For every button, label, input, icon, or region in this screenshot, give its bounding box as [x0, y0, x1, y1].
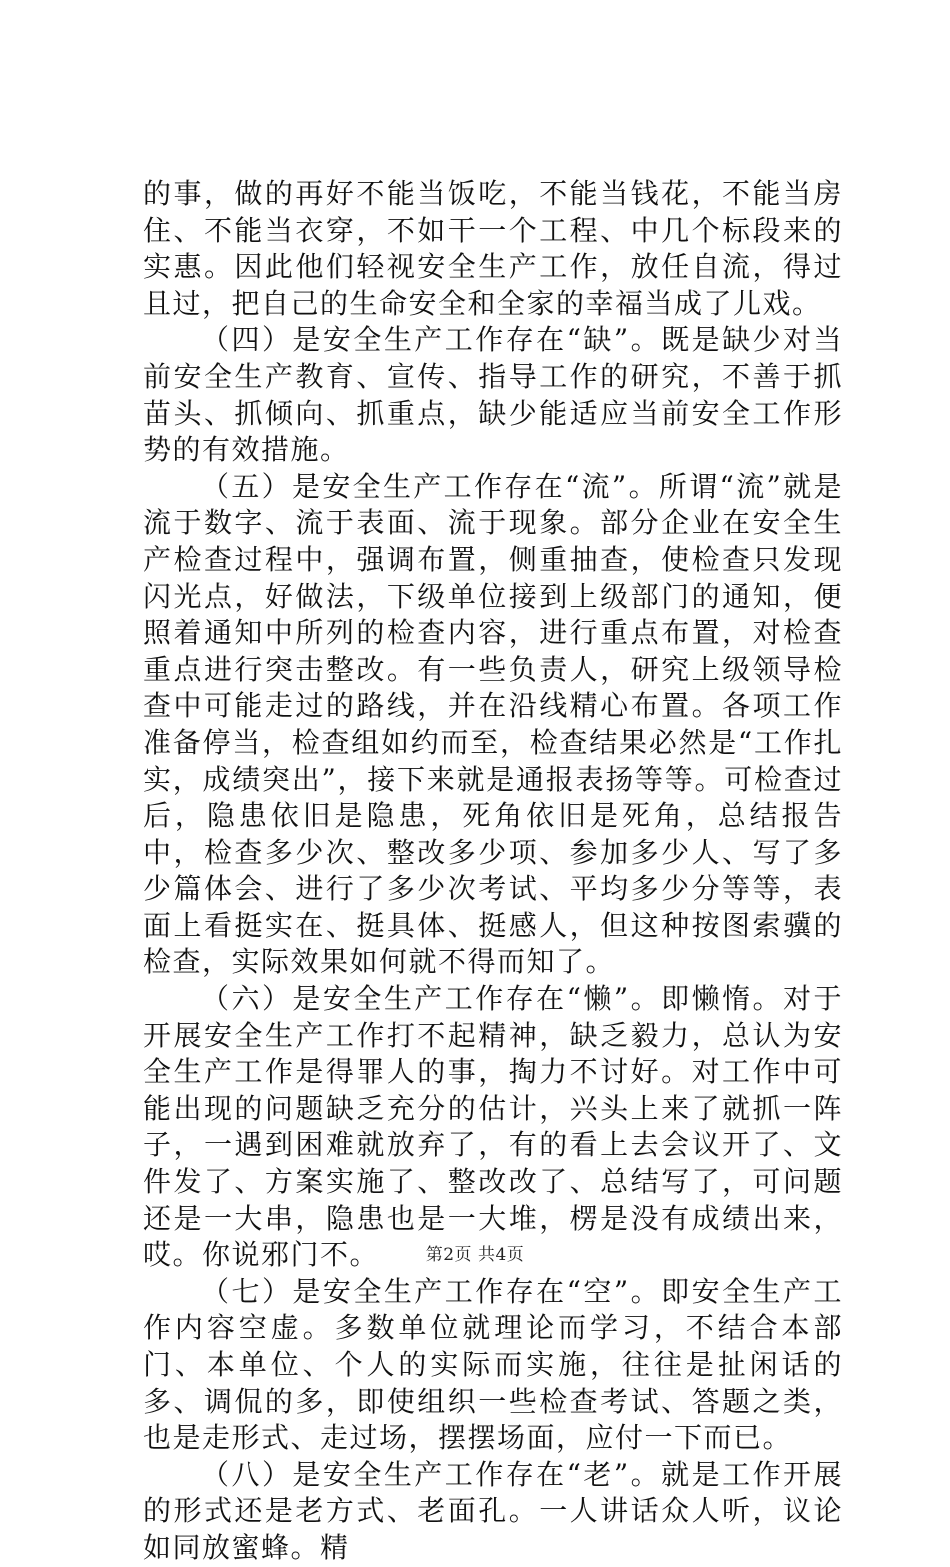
- paragraph-point-6: （六）是安全生产工作存在“懒”。即懒惰。对于开展安全生产工作打不起精神，缺乏毅力，总认为安全生产工作是得罪人的事，掏力不讨好。对工作中可能出现的问题缺乏充分的估计，兴头上来了就抓一阵子，一遇到困难就放弃了，有的看上去会议开了、文件发了、方案实施了、整改改了、总结写了，可问题还是一大串，隐患也是一大堆，楞是没有成绩出来，哎。你说邪门不。: [143, 982, 843, 1272]
- paragraph-point-8: （八）是安全生产工作存在“老”。就是工作开展的形式还是老方式、老面孔。一人讲话众人听，议论如同放蜜蜂。精: [143, 1457, 843, 1564]
- page-footer: [0, 1244, 950, 1266]
- page-number-label: 第2页 共4页: [425, 1245, 525, 1265]
- document-body: [143, 176, 843, 1567]
- paragraph-point-4: （四）是安全生产工作存在“缺”。既是缺少对当前安全生产教育、宣传、指导工作的研究，不善于抓苗头、抓倾向、抓重点，缺少能适应当前安全工作形势的有效措施。: [143, 323, 843, 467]
- paragraph-point-5: （五）是安全生产工作存在“流”。所谓“流”就是流于数字、流于表面、流于现象。部分企业在安全生产检查过程中，强调布置，侧重抽查，使检查只发现闪光点，好做法，下级单位接到上级部门的通知，便照着通知中所列的检查内容，进行重点布置，对检查重点进行突击整改。有一些负责人，研究上级领导检查中可能走过的路线，并在沿线精心布置。各项工作准备停当，检查组如约而至，检查结果必然是“工作扎实，成绩突出”，接下来就是通报表扬等等。可检查过后，隐患依旧是隐患，死角依旧是死角，总结报告中，检查多少次、整改多少项、参加多少人、写了多少篇体会、进行了多少次考试、平均多少分等等，表面上看挺实在、挺具体、挺感人，但这种按图索骥的检查，实际效果如何就不得而知了。: [143, 469, 843, 979]
- paragraph-continuation: 的事，做的再好不能当饭吃，不能当钱花，不能当房住、不能当衣穿，不如干一个工程、中几个标段来的实惠。因此他们轻视安全生产工作，放任自流，得过且过，把自己的生命安全和全家的幸福当成了儿戏。: [143, 177, 843, 320]
- paragraph-point-7: （七）是安全生产工作存在“空”。即安全生产工作内容空虚。多数单位就理论而学习，不结合本部门、本单位、个人的实际而实施，往往是扯闲话的多、调侃的多，即使组织一些检查考试、答题之类，也是走形式、走过场，摆摆场面，应付一下而已。: [143, 1274, 843, 1455]
